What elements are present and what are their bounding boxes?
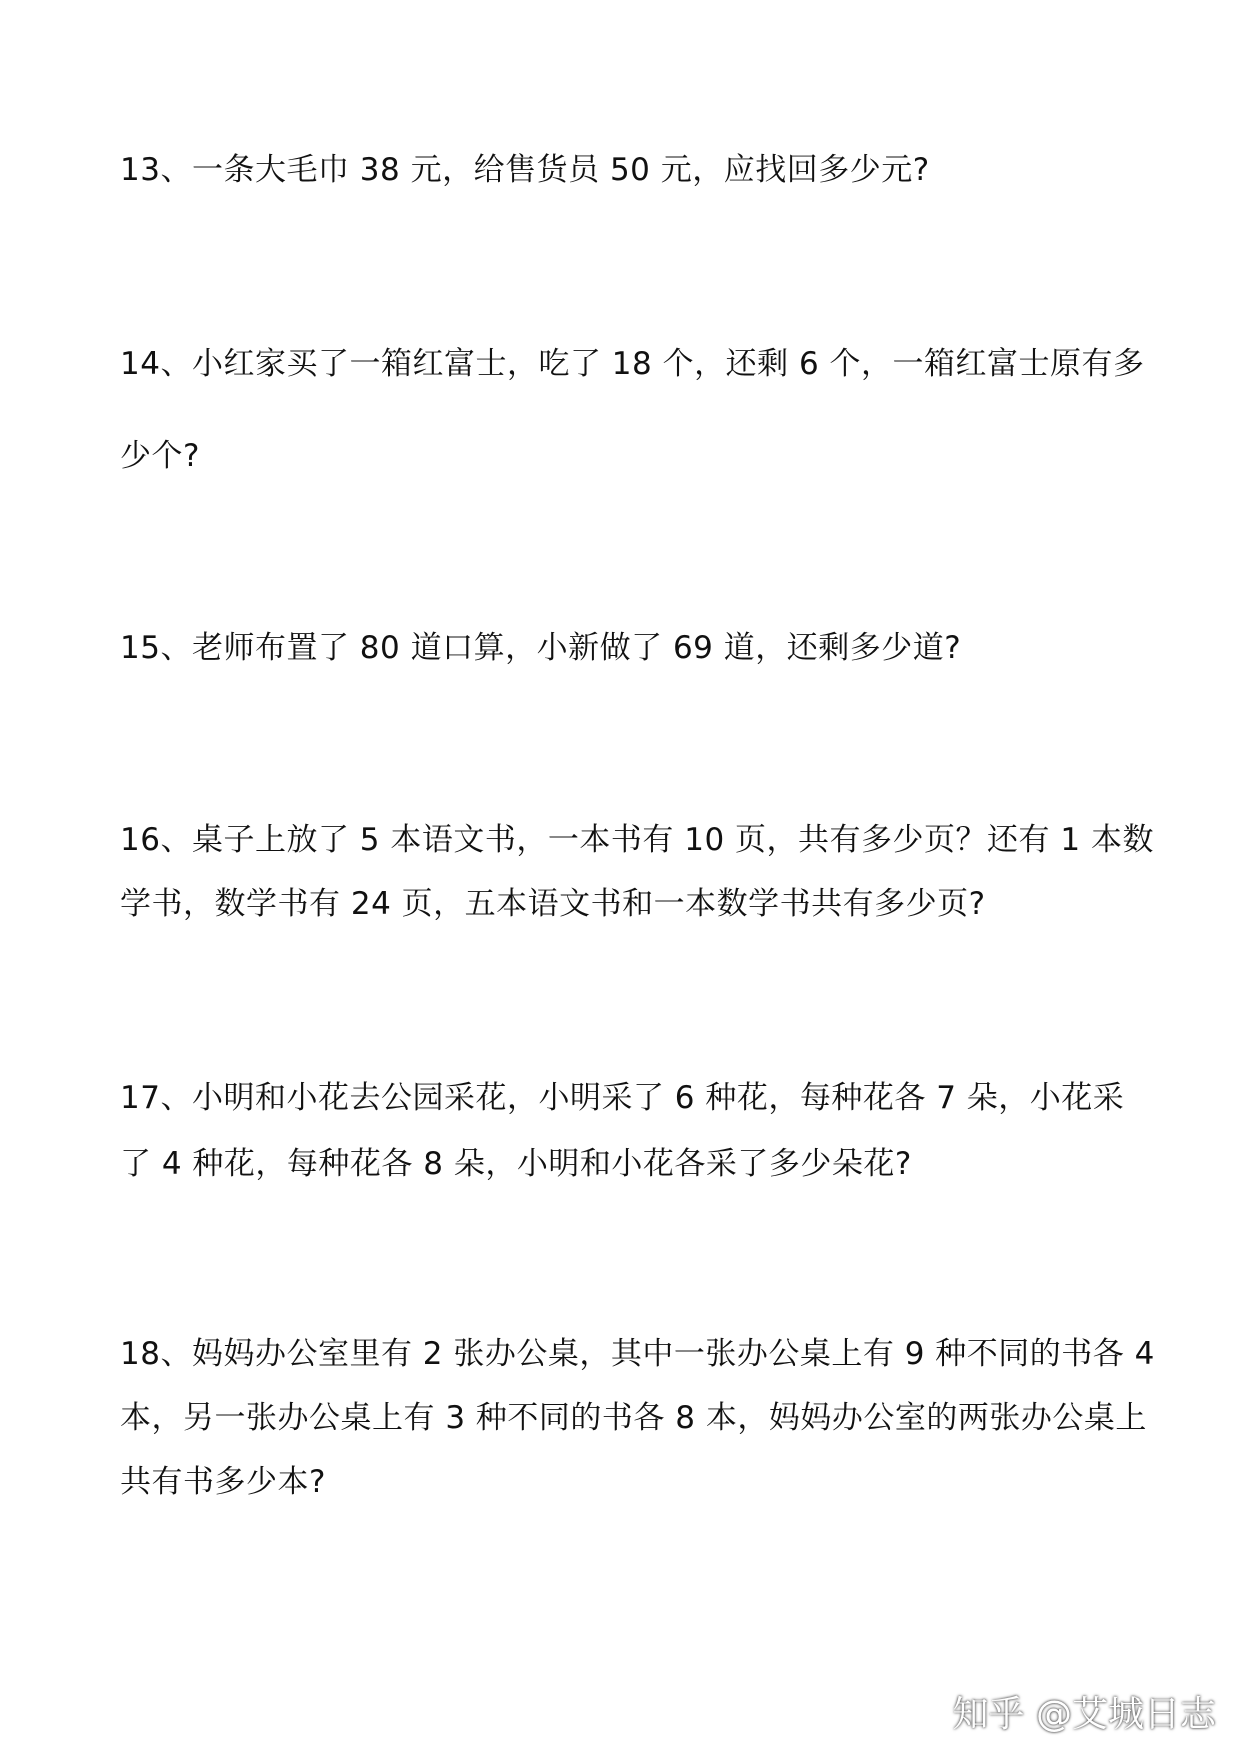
problem-18-line-3: 共有书多少本? [120, 1464, 326, 1500]
problem-14-line-2: 少个? [120, 438, 200, 474]
watermark-text: 知乎 @艾城日志 [952, 1694, 1216, 1735]
problem-16-line-1: 16、桌子上放了 5 本语文书，一本书有 10 页，共有多少页？还有 1 本数 [120, 822, 1154, 858]
problem-18-line-2: 本，另一张办公桌上有 3 种不同的书各 8 本，妈妈办公室的两张办公桌上 [120, 1400, 1147, 1436]
problem-17-line-1: 17、小明和小花去公园采花，小明采了 6 种花，每种花各 7 朵，小花采 [120, 1080, 1125, 1116]
problem-16-line-2: 学书，数学书有 24 页，五本语文书和一本数学书共有多少页? [120, 886, 986, 922]
problem-14-line-1: 14、小红家买了一箱红富士，吃了 18 个，还剩 6 个，一箱红富士原有多 [120, 346, 1145, 382]
problem-17-line-2: 了 4 种花，每种花各 8 朵，小明和小花各采了多少朵花? [120, 1146, 912, 1182]
problem-13-line-1: 13、一条大毛巾 38 元，给售货员 50 元，应找回多少元? [120, 152, 930, 188]
problem-15-line-1: 15、老师布置了 80 道口算，小新做了 69 道，还剩多少道? [120, 630, 962, 666]
problem-18-line-1: 18、妈妈办公室里有 2 张办公桌，其中一张办公桌上有 9 种不同的书各 4 [120, 1336, 1155, 1372]
